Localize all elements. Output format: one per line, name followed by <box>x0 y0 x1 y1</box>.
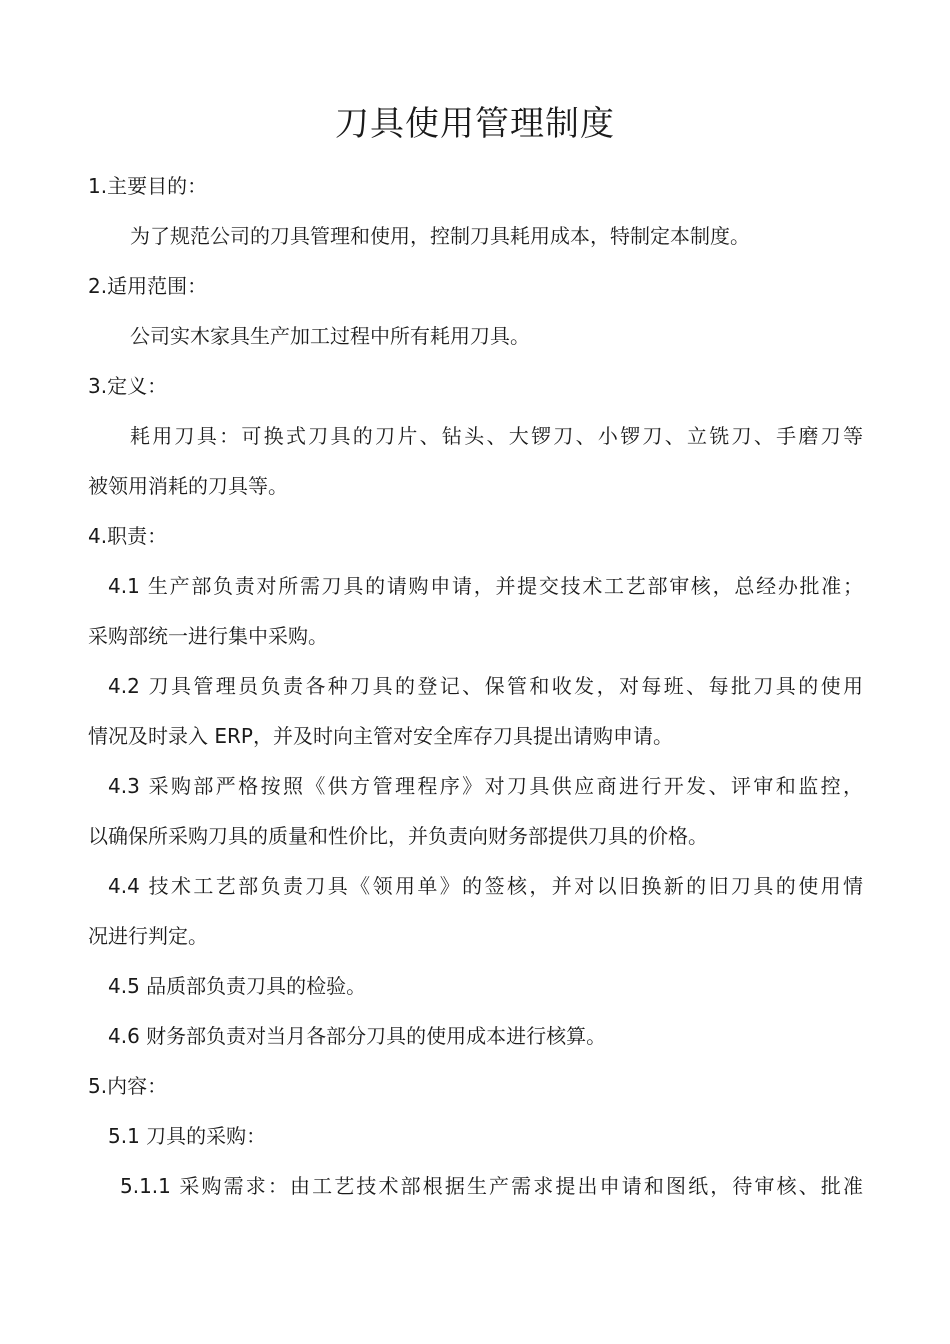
section-1-heading: 1.主要目的： <box>88 174 208 198</box>
section-4-4-line-1: 4.4 技术工艺部负责刀具《领用单》的签核，并对以旧换新的旧刀具的使用情 <box>108 874 863 898</box>
section-4-4-line-2: 况进行判定。 <box>88 924 208 948</box>
section-3-heading: 3.定义： <box>88 374 168 398</box>
section-4-2-line-1: 4.2 刀具管理员负责各种刀具的登记、保管和收发，对每班、每批刀具的使用 <box>108 674 863 698</box>
section-4-5: 4.5 品质部负责刀具的检验。 <box>108 974 367 998</box>
section-5-heading: 5.内容： <box>88 1074 168 1098</box>
section-4-1-line-1: 4.1 生产部负责对所需刀具的请购申请，并提交技术工艺部审核，总经办批准； <box>108 574 863 598</box>
section-2-body: 公司实木家具生产加工过程中所有耗用刀具。 <box>130 324 530 348</box>
section-2-heading: 2.适用范围： <box>88 274 208 298</box>
section-4-1-line-2: 采购部统一进行集中采购。 <box>88 624 328 648</box>
section-3-body-line-1: 耗用刀具：可换式刀具的刀片、钻头、大锣刀、小锣刀、立铣刀、手磨刀等 <box>130 424 863 448</box>
section-4-2-line-2: 情况及时录入 ERP，并及时向主管对安全库存刀具提出请购申请。 <box>88 724 673 748</box>
section-5-1-1-line-1: 5.1.1 采购需求：由工艺技术部根据生产需求提出申请和图纸，待审核、批准 <box>120 1174 863 1198</box>
section-4-3-line-2: 以确保所采购刀具的质量和性价比，并负责向财务部提供刀具的价格。 <box>88 824 708 848</box>
section-5-1: 5.1 刀具的采购： <box>108 1124 267 1148</box>
section-4-heading: 4.职责： <box>88 524 168 548</box>
document-title: 刀具使用管理制度 <box>335 104 615 144</box>
section-4-3-line-1: 4.3 采购部严格按照《供方管理程序》对刀具供应商进行开发、评审和监控， <box>108 774 863 798</box>
section-1-body: 为了规范公司的刀具管理和使用，控制刀具耗用成本，特制定本制度。 <box>130 224 750 248</box>
section-4-6: 4.6 财务部负责对当月各部分刀具的使用成本进行核算。 <box>108 1024 607 1048</box>
section-3-body-line-2: 被领用消耗的刀具等。 <box>88 474 288 498</box>
